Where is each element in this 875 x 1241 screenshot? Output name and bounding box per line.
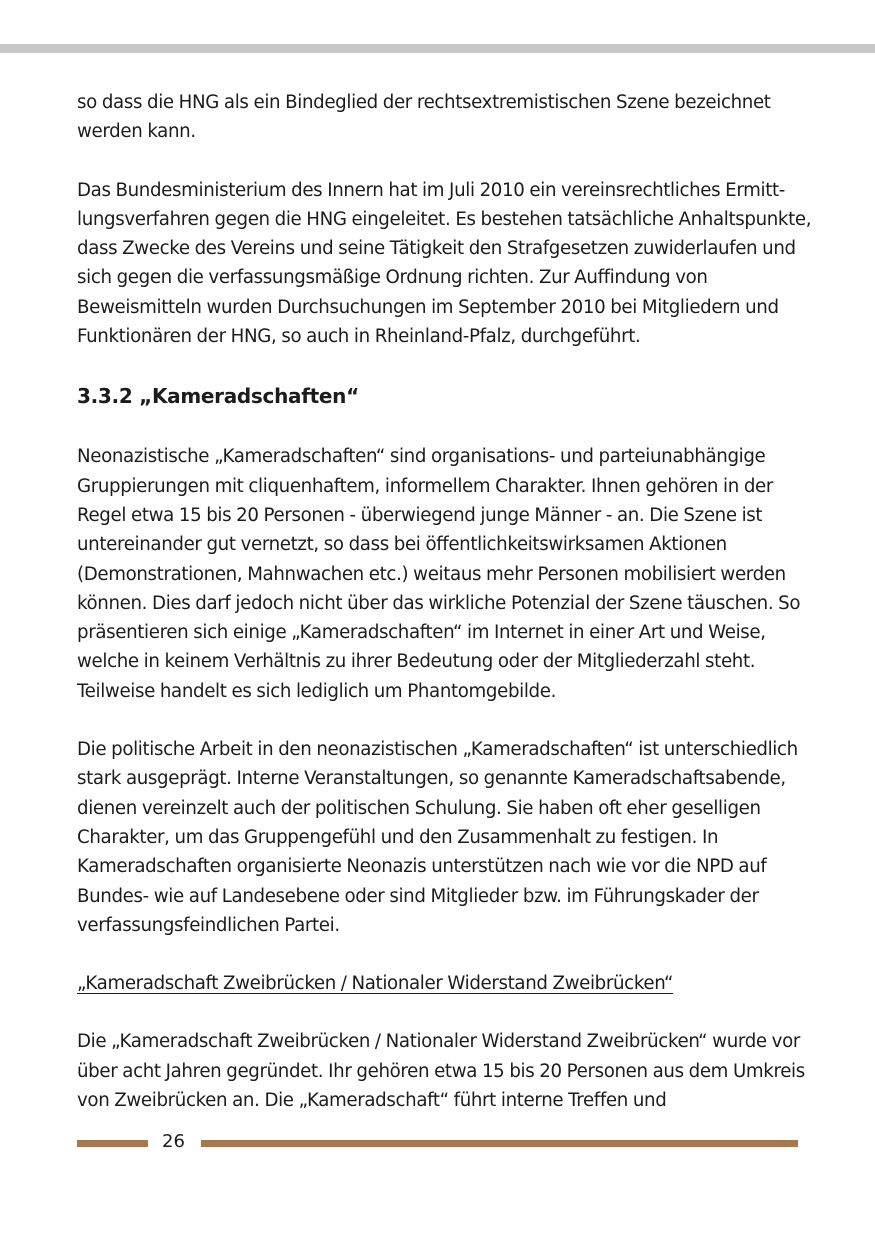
footer-bar-left — [77, 1140, 148, 1147]
subheading-text: „Kameradschaft Zweibrücken / Nationaler Widerstand Zweibrücken“ — [77, 973, 674, 995]
paragraph-kameradschaften-definition: Neonazistische „Kameradschaften“ sind organisations- und parteiunabhängige Gruppierungen mit cliquenhaftem, informellem Charakter. Ihnen gehören in der Regel etwa 15 bis 20 Personen - überwiegend junge Männer - an. Die Szene ist untereinander gut vernetzt, so dass bei öffentlichkeitswirksamen Aktionen (Demonstrationen, Mahnwachen etc.) weitaus mehr Personen mobilisiert werden können. Dies darf jedoch nicht über das wirkliche Potenzial der Szene täuschen. So präsentieren sich einige „Kameradschaften“ im Internet in einer Art und Weise, welche in keinem Verhältnis zu ihrer Bedeutung oder der Mitgliederzahl steht. Teilweise handelt es sich lediglich um Phantomgebilde. — [77, 446, 801, 702]
page-body — [77, 88, 812, 1115]
paragraph-political-work: Die politische Arbeit in den neonazistischen „Kameradschaften“ ist unterschiedlich stark ausgeprägt. Interne Veranstaltungen, so genannte Kameradschaftsabende, dienen vereinzelt auch der politischen Schulung. Sie haben oft eher geselligen Charakter, um das Gruppengefühl und den Zusammenhalt zu festigen. In Kameradschaften organisierte Neonazis unterstützen nach wie vor die NPD auf Bundes- wie auf Landesebene oder sind Mitglieder bzw. im Führungskader der verfassungsfeindlichen Partei. — [77, 739, 798, 936]
header-rule — [0, 44, 875, 53]
page-number: 26 — [162, 1131, 185, 1152]
page-footer — [77, 1128, 798, 1158]
paragraph-bmi-investigation: Das Bundesministerium des Innern hat im Juli 2010 ein vereinsrechtliches Ermittlungsverfahren gegen die HNG eingeleitet. Es bestehen tatsächliche Anhaltspunkte, dass Zwecke des Vereins und seine Tätigkeit den Strafgesetzen zuwiderlaufen und sich gegen die verfassungsmäßige Ordnung richten. Zur Auffindung von Beweismitteln wurden Durchsuchungen im September 2010 bei Mitgliedern und Funktionären der HNG, so auch in Rheinland-Pfalz, durchgeführt. — [77, 179, 812, 348]
footer-bar-right — [201, 1140, 798, 1147]
section-heading: 3.3.2 „Kameradschaften“ — [77, 384, 359, 409]
subheading-kameradschaft-zweibruecken — [77, 969, 812, 998]
paragraph-intro: so dass die HNG als ein Bindeglied der rechtsextremistischen Szene bezeichnet werden kann. — [77, 92, 771, 143]
paragraph-zweibruecken: Die „Kameradschaft Zweibrücken / Nationaler Widerstand Zweibrücken“ wurde vor über acht Jahren gegründet. Ihr gehören etwa 15 bis 20 Personen aus dem Umkreis von Zweibrücken an. Die „Kameradschaft“ führt interne Treffen und — [77, 1031, 805, 1112]
